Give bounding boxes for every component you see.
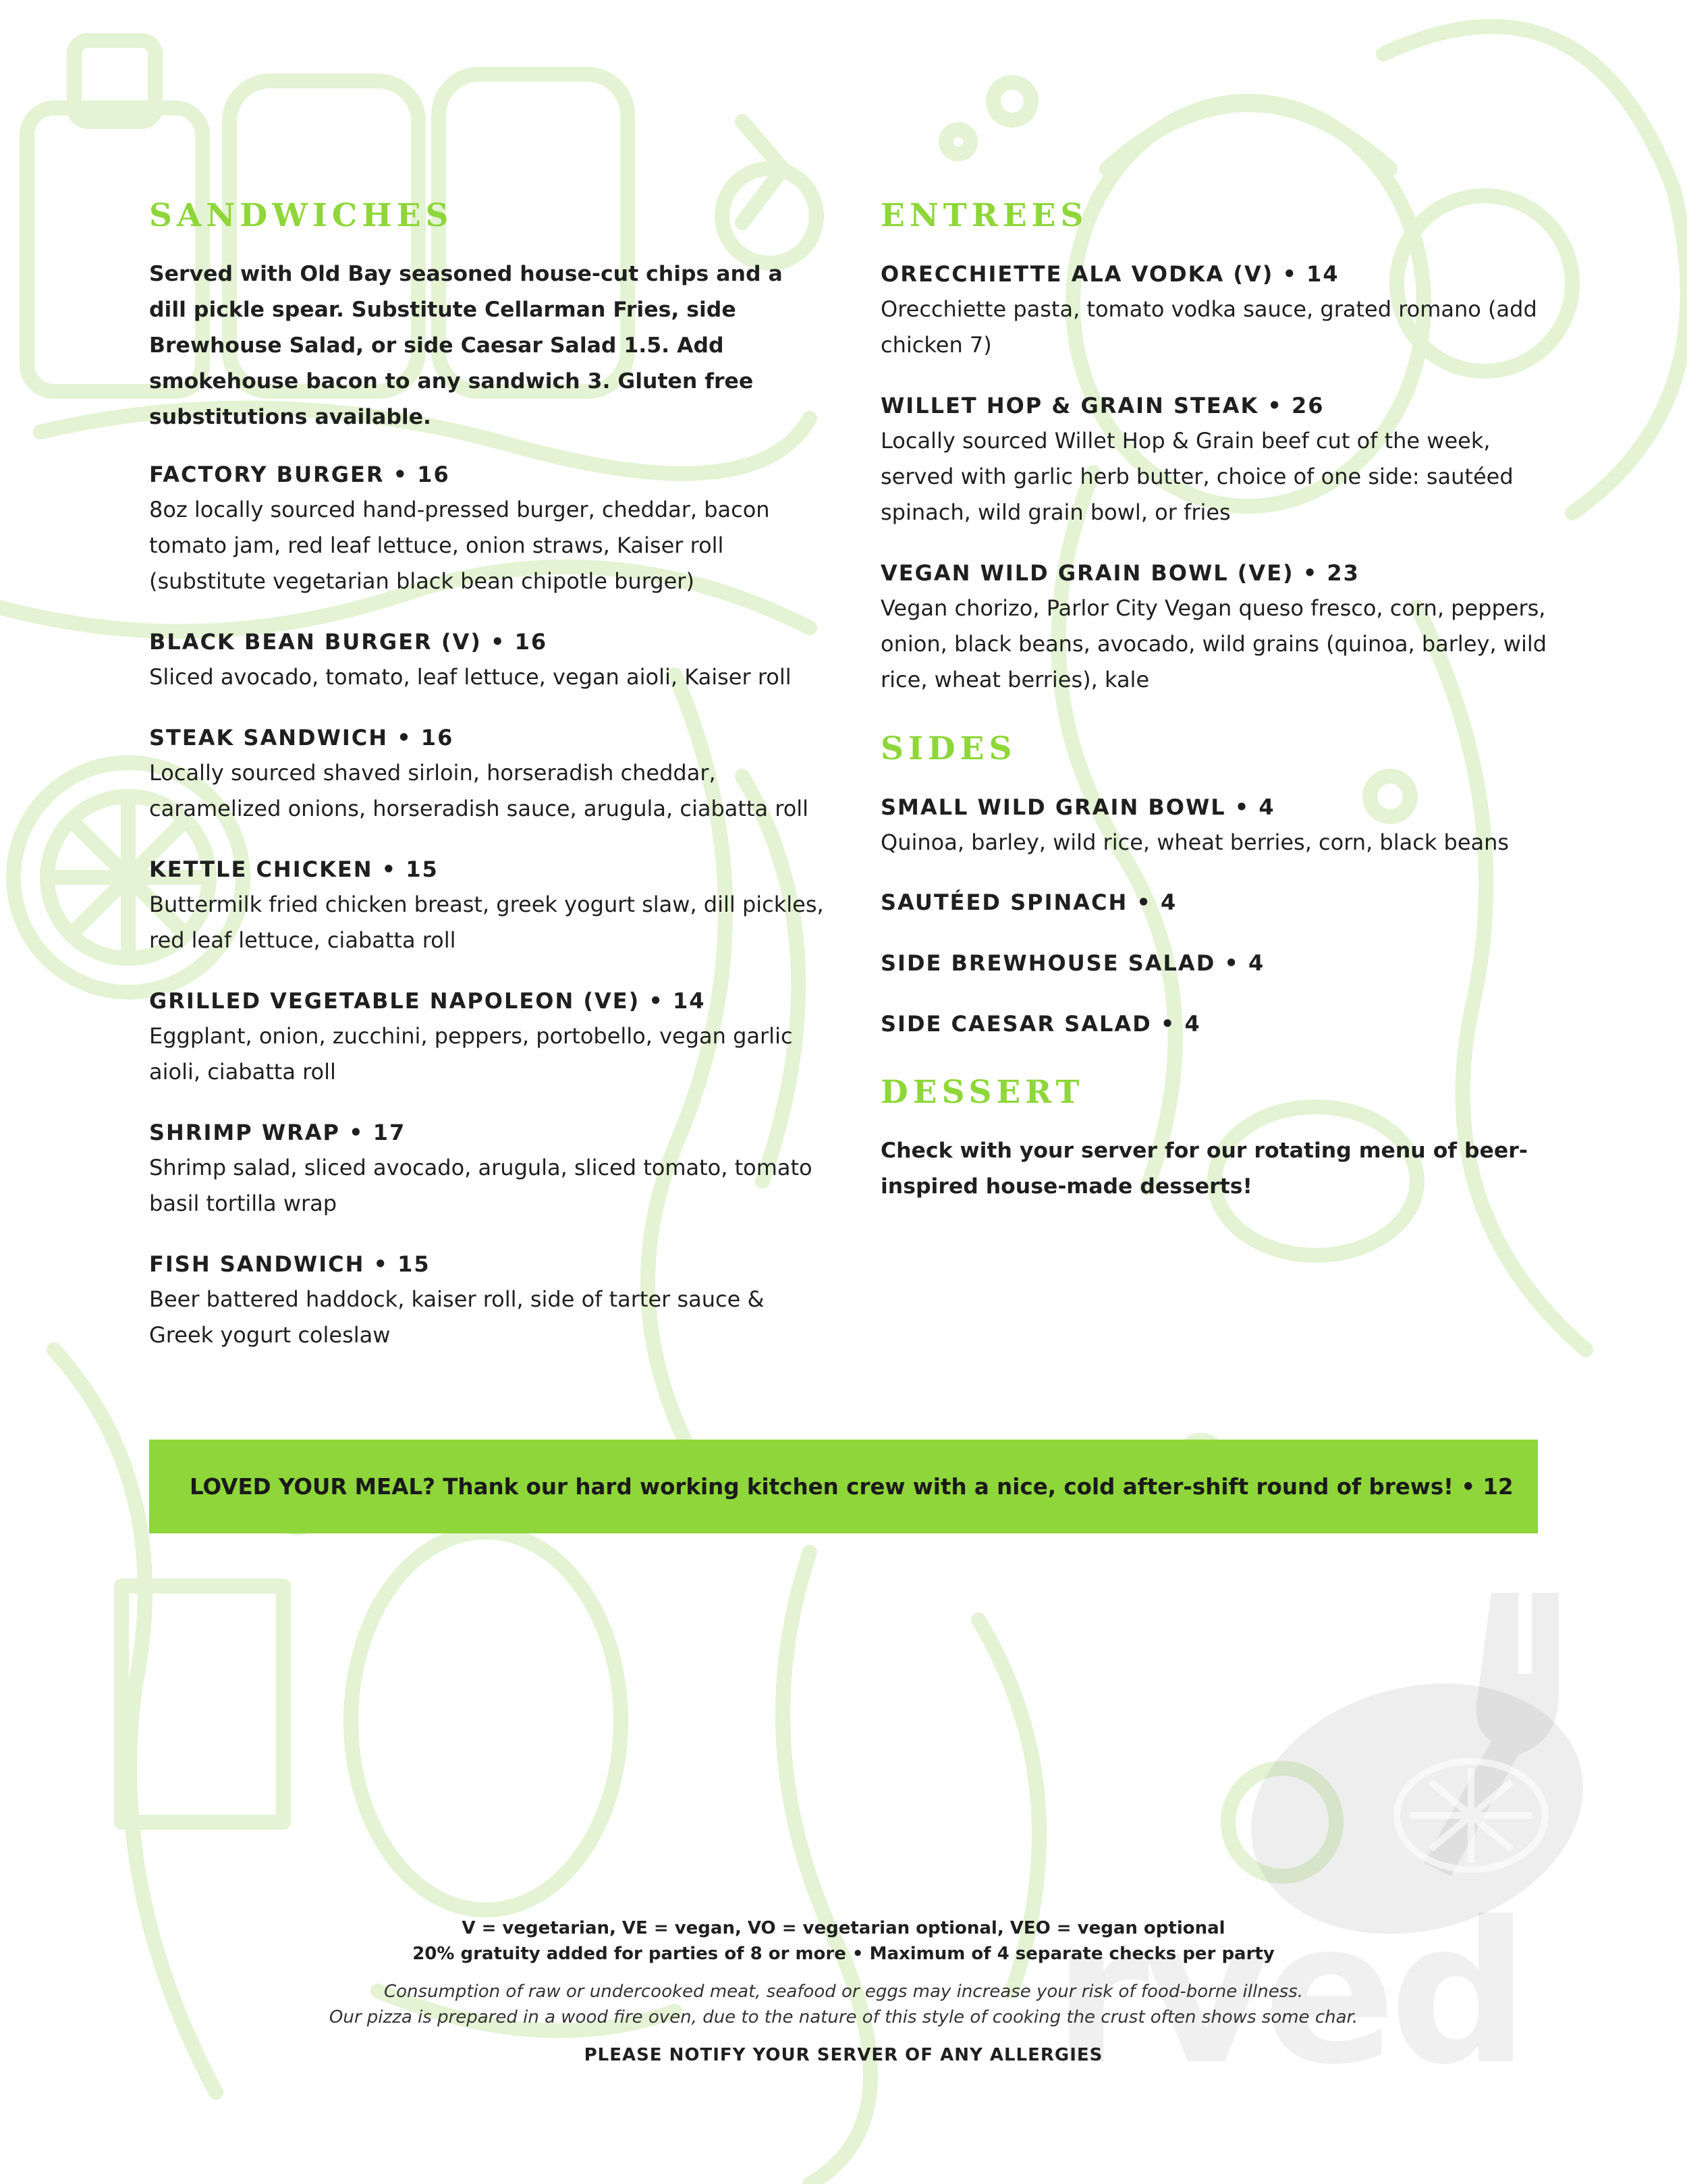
- item-description: Vegan chorizo, Parlor City Vegan queso fresco, corn, peppers, onion, black beans, avocado, wild grains (quinoa, barley, wild rice, wheat berries), kale: [881, 595, 1547, 692]
- menu-item: [149, 852, 824, 958]
- item-description: Buttermilk fried chicken breast, greek yogurt slaw, dill pickles, red leaf lettuce, ciabatta roll: [149, 892, 824, 953]
- item-description: Locally sourced shaved sirloin, horseradish cheddar, caramelized onions, horseradish sauce, arugula, ciabatta roll: [149, 760, 809, 821]
- promo-banner-text: LOVED YOUR MEAL? Thank our hard working kitchen crew with a nice, cold after-shift round of brews! • 12: [190, 1473, 1514, 1500]
- item-name: WILLET HOP & GRAIN STEAK • 26: [881, 393, 1325, 418]
- entrees-sides-dessert-column: [881, 196, 1555, 1205]
- item-name: ORECCHIETTE ALA VODKA (V) • 14: [881, 261, 1339, 287]
- item-description: Shrimp salad, sliced avocado, arugula, sliced tomato, tomato basil tortilla wrap: [149, 1155, 812, 1216]
- menu-item: [881, 790, 1555, 861]
- item-description: Orecchiette pasta, tomato vodka sauce, grated romano (add chicken 7): [881, 296, 1537, 358]
- menu-item: [881, 555, 1555, 698]
- item-name: STEAK SANDWICH • 16: [149, 725, 454, 750]
- item-name: FACTORY BURGER • 16: [149, 462, 450, 487]
- footer-notes: [0, 1915, 1687, 2065]
- item-description: Eggplant, onion, zucchini, peppers, portobello, vegan garlic aioli, ciabatta roll: [149, 1023, 793, 1085]
- sandwiches-column: [149, 196, 824, 1378]
- menu-item: [149, 1247, 824, 1353]
- item-name: SHRIMP WRAP • 17: [149, 1120, 406, 1145]
- item-description: Quinoa, barley, wild rice, wheat berries, corn, black beans: [881, 829, 1510, 855]
- menu-item: [149, 624, 824, 695]
- sides-heading: SIDES: [881, 730, 1017, 767]
- sandwiches-heading: SANDWICHES: [149, 197, 453, 234]
- item-description: Sliced avocado, tomato, leaf lettuce, vegan aioli, Kaiser roll: [149, 664, 792, 690]
- menu-item: [149, 457, 824, 599]
- side-item: SIDE CAESAR SALAD • 4: [881, 1011, 1201, 1037]
- item-description: 8oz locally sourced hand-pressed burger, cheddar, bacon tomato jam, red leaf lettuce, onion straws, Kaiser roll (substitute vegetarian black bean chipotle burger): [149, 497, 770, 594]
- dessert-heading: DESSERT: [881, 1074, 1084, 1111]
- item-description: Locally sourced Willet Hop & Grain beef cut of the week, served with garlic herb butter, choice of one side: sautéed spinach, wild grain bowl, or fries: [881, 428, 1514, 525]
- pizza-note: Our pizza is prepared in a wood fire oven, due to the nature of this style of cooking the crust often shows some char.: [329, 2007, 1358, 2027]
- item-name: GRILLED VEGETABLE NAPOLEON (VE) • 14: [149, 988, 706, 1014]
- entrees-heading: ENTREES: [881, 197, 1088, 234]
- sandwiches-intro: Served with Old Bay seasoned house-cut chips and a dill pickle spear. Substitute Cellarman Fries, side Brewhouse Salad, or side Caesar Salad 1.5. Add smokehouse bacon to any sandwich 3. Gluten free substitutions available.: [149, 262, 783, 429]
- item-name: SMALL WILD GRAIN BOWL • 4: [881, 794, 1275, 820]
- side-item: SIDE BREWHOUSE SALAD • 4: [881, 950, 1265, 976]
- gratuity-note: 20% gratuity added for parties of 8 or more • Maximum of 4 separate checks per party: [412, 1944, 1275, 1964]
- allergy-notice: PLEASE NOTIFY YOUR SERVER OF ANY ALLERGIES: [584, 2045, 1103, 2065]
- dietary-legend: V = vegetarian, VE = vegan, VO = vegetarian optional, VEO = vegan optional: [462, 1918, 1225, 1938]
- consumption-warning: Consumption of raw or undercooked meat, seafood or eggs may increase your risk of food-borne illness.: [383, 1982, 1304, 2002]
- item-name: BLACK BEAN BURGER (V) • 16: [149, 629, 548, 655]
- item-name: KETTLE CHICKEN • 15: [149, 856, 439, 882]
- menu-item: [881, 256, 1555, 363]
- side-item: SAUTÉED SPINACH • 4: [881, 890, 1178, 915]
- menu-item: [149, 720, 824, 827]
- item-name: FISH SANDWICH • 15: [149, 1251, 431, 1277]
- watermark-text: rved: [1053, 1880, 1523, 2108]
- dessert-text: Check with your server for our rotating menu of beer-inspired house-made desserts!: [881, 1139, 1528, 1199]
- menu-item: [881, 388, 1555, 530]
- item-name: VEGAN WILD GRAIN BOWL (VE) • 23: [881, 560, 1360, 586]
- menu-item: [149, 983, 824, 1090]
- promo-banner: [149, 1440, 1538, 1533]
- item-description: Beer battered haddock, kaiser roll, side of tarter sauce & Greek yogurt coleslaw: [149, 1286, 765, 1348]
- menu-item: [149, 1115, 824, 1222]
